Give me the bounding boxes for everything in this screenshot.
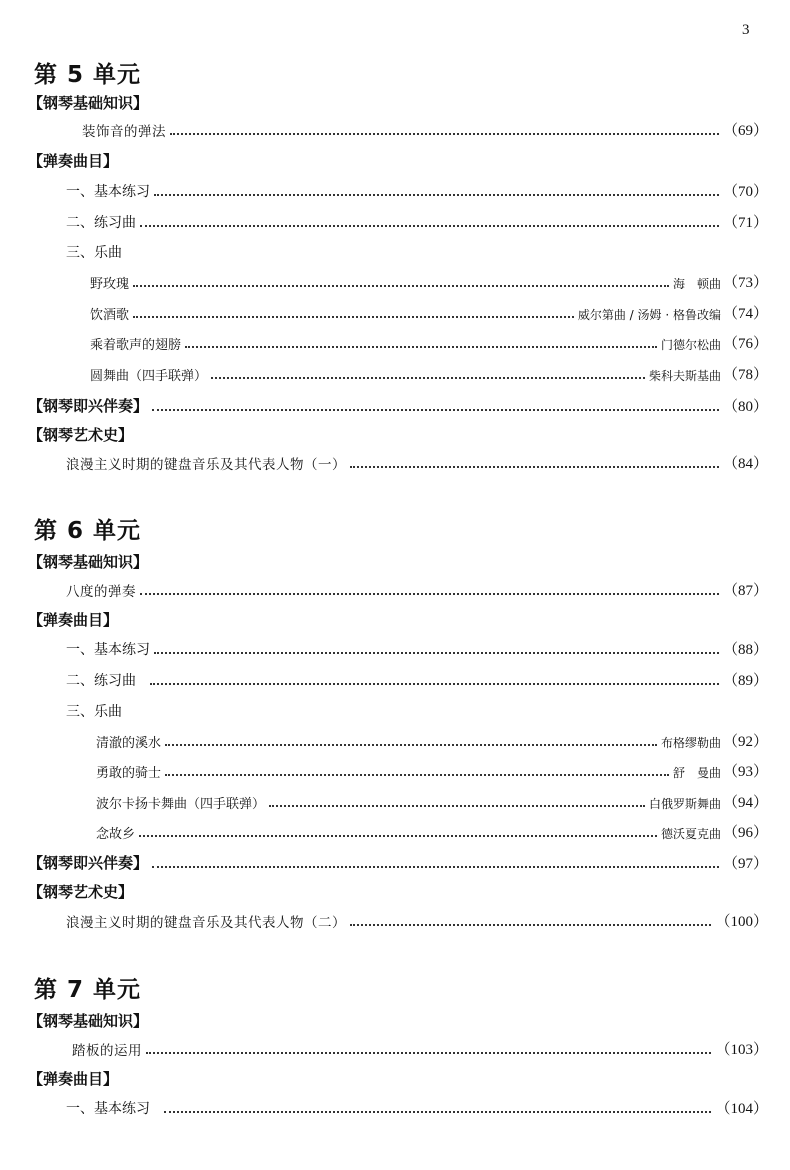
entry-page: （84）: [722, 456, 768, 472]
toc-entry[interactable]: [82, 118, 768, 140]
dot-leader: [146, 1052, 711, 1054]
entry-page: （87）: [722, 583, 768, 599]
unit-6-accompaniment-heading: 【钢琴即兴伴奏】: [28, 854, 149, 872]
entry-page: （93）: [722, 764, 768, 780]
toc-entry[interactable]: [96, 790, 768, 812]
song-composer: 海 顿曲: [672, 277, 721, 291]
song-title: 饮酒歌: [90, 308, 130, 323]
subheading-label: 三、乐曲: [66, 704, 122, 720]
dot-leader: [165, 774, 669, 776]
entry-page: （96）: [722, 825, 768, 841]
toc-entry[interactable]: [66, 179, 768, 201]
page-number: 3: [742, 22, 750, 38]
dot-leader: [350, 924, 711, 926]
dot-leader: [133, 316, 574, 318]
toc-entry[interactable]: [66, 637, 768, 659]
song-title: 野玫瑰: [90, 277, 130, 292]
dot-leader: [350, 466, 719, 468]
toc-entry[interactable]: [66, 1096, 768, 1118]
unit-5-pieces-heading: 【弹奏曲目】: [28, 152, 119, 170]
unit-7-title: 第 7 单元: [34, 977, 142, 1003]
song-composer: 舒 曼曲: [672, 766, 721, 780]
song-title: 圆舞曲（四手联弹）: [90, 369, 208, 384]
entry-title: 装饰音的弹法: [82, 124, 166, 140]
dot-leader: [170, 133, 719, 135]
song-title: 勇敢的骑士: [96, 766, 162, 781]
song-composer: 白俄罗斯舞曲: [648, 797, 721, 811]
entry-page: （100）: [715, 914, 768, 930]
unit-5-title: 第 5 单元: [34, 62, 142, 88]
dot-leader: [140, 593, 719, 595]
dot-leader: [139, 835, 657, 837]
dot-leader: [164, 1111, 711, 1113]
toc-entry[interactable]: [90, 301, 768, 323]
entry-page: （89）: [722, 673, 768, 689]
toc-entry[interactable]: [66, 451, 768, 473]
entry-title: 二、练习曲: [66, 673, 136, 689]
dot-leader: [152, 866, 719, 868]
dot-leader: [152, 409, 719, 411]
entry-title: 一、基本练习: [66, 1101, 150, 1117]
entry-page: （74）: [722, 306, 768, 322]
entry-page: （92）: [722, 734, 768, 750]
entry-title: 八度的弹奏: [66, 584, 136, 600]
toc-entry[interactable]: [90, 362, 768, 384]
unit-5-history-heading: 【钢琴艺术史】: [28, 426, 134, 444]
entry-page: （94）: [722, 795, 768, 811]
entry-page: （104）: [715, 1101, 768, 1117]
toc-entry[interactable]: [96, 759, 768, 781]
song-composer: 德沃夏克曲: [660, 827, 721, 841]
dot-leader: [133, 285, 669, 287]
toc-entry[interactable]: [96, 820, 768, 842]
dot-leader: [150, 683, 719, 685]
toc-entry[interactable]: [72, 1037, 768, 1059]
dot-leader: [154, 652, 719, 654]
song-composer: 威尔第曲 / 汤姆 · 格鲁改编: [577, 308, 721, 322]
dot-leader: [154, 194, 719, 196]
entry-title: 踏板的运用: [72, 1043, 142, 1059]
toc-entry[interactable]: [66, 668, 768, 690]
toc-entry[interactable]: [66, 210, 768, 232]
song-title: 波尔卡扬卡舞曲（四手联弹）: [96, 797, 266, 812]
entry-page: （80）: [722, 399, 768, 415]
toc-entry[interactable]: [28, 851, 768, 873]
unit-6-pieces-heading: 【弹奏曲目】: [28, 611, 119, 629]
dot-leader: [165, 744, 657, 746]
entry-page: （88）: [722, 642, 768, 658]
subheading-label: 三、乐曲: [66, 245, 122, 261]
toc-entry[interactable]: [90, 270, 768, 292]
song-composer: 柴科夫斯基曲: [648, 369, 721, 383]
unit-7-pieces-heading: 【弹奏曲目】: [28, 1070, 119, 1088]
song-composer: 布格缪勒曲: [660, 736, 721, 750]
entry-title: 浪漫主义时期的键盘音乐及其代表人物（二）: [66, 915, 346, 931]
songs-subheading: [66, 699, 122, 721]
song-title: 念故乡: [96, 827, 136, 842]
dot-leader: [269, 805, 645, 807]
unit-6-basics-heading: 【钢琴基础知识】: [28, 553, 149, 571]
song-title: 清澈的溪水: [96, 736, 162, 751]
toc-entry[interactable]: [90, 331, 768, 353]
entry-title: 浪漫主义时期的键盘音乐及其代表人物（一）: [66, 457, 346, 473]
dot-leader: [140, 225, 719, 227]
song-title: 乘着歌声的翅膀: [90, 338, 182, 353]
dot-leader: [211, 377, 645, 379]
toc-entry[interactable]: [96, 729, 768, 751]
entry-title: 二、练习曲: [66, 215, 136, 231]
entry-title: 一、基本练习: [66, 184, 150, 200]
entry-page: （71）: [722, 215, 768, 231]
entry-page: （70）: [722, 184, 768, 200]
entry-page: （78）: [722, 367, 768, 383]
toc-entry[interactable]: [66, 909, 768, 931]
entry-page: （69）: [722, 123, 768, 139]
entry-page: （103）: [715, 1042, 768, 1058]
dot-leader: [185, 346, 657, 348]
entry-page: （73）: [722, 275, 768, 291]
song-composer: 门德尔松曲: [660, 338, 721, 352]
entry-page: （76）: [722, 336, 768, 352]
unit-5-accompaniment-heading: 【钢琴即兴伴奏】: [28, 397, 149, 415]
toc-entry[interactable]: [66, 578, 768, 600]
unit-6-title: 第 6 单元: [34, 518, 142, 544]
toc-entry[interactable]: [28, 394, 768, 416]
entry-title: 一、基本练习: [66, 642, 150, 658]
songs-subheading: [66, 240, 122, 262]
unit-6-history-heading: 【钢琴艺术史】: [28, 883, 134, 901]
unit-7-basics-heading: 【钢琴基础知识】: [28, 1012, 149, 1030]
entry-page: （97）: [722, 856, 768, 872]
unit-5-basics-heading: 【钢琴基础知识】: [28, 94, 149, 112]
